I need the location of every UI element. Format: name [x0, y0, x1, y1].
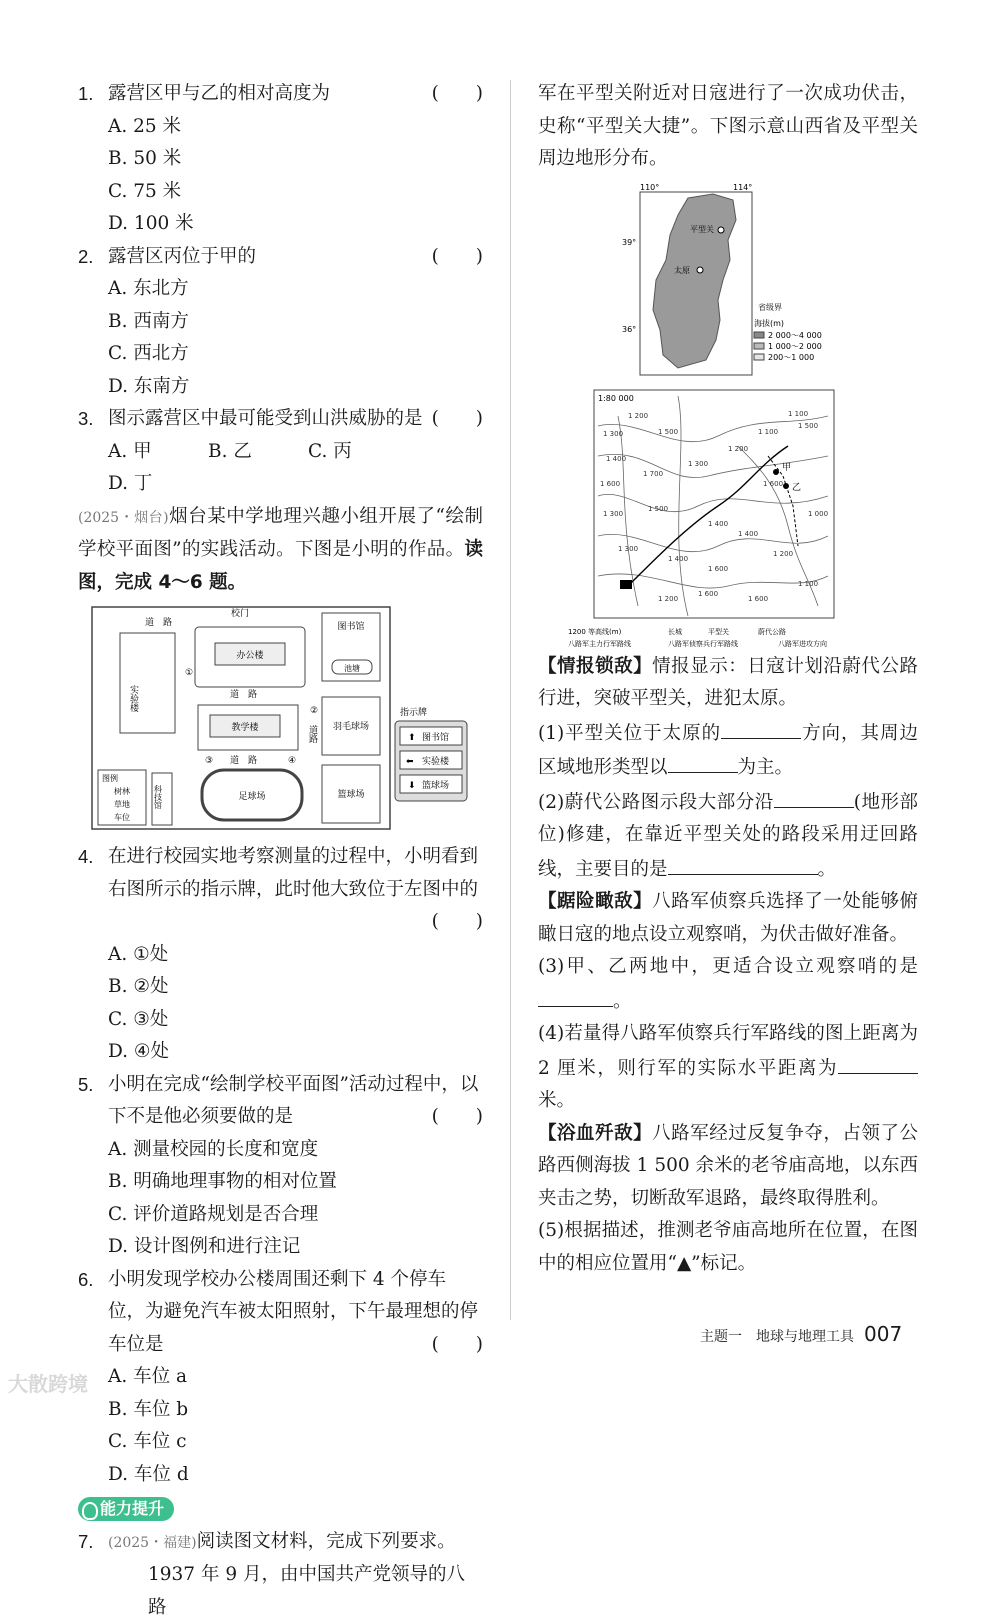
- contour-label: 1 300: [688, 459, 709, 468]
- legend-tree: 树林: [114, 787, 130, 796]
- q6-option-a[interactable]: A. 车位 a: [108, 1366, 188, 1387]
- legend-elev-3: [754, 354, 764, 360]
- q1-text: 露营区甲与乙的相对高度为: [108, 83, 331, 104]
- legend-scout-route: 八路军侦察兵行军路线: [668, 639, 738, 648]
- section-3: [538, 1118, 918, 1216]
- arrow-down-icon: ⬇: [408, 781, 416, 791]
- question-7-2: [538, 785, 918, 887]
- office-label: 办公楼: [236, 651, 264, 661]
- footer-topic: 主题一 地球与地理工具: [700, 1329, 854, 1345]
- q5-option-d[interactable]: D. 设计图例和进行注记: [108, 1236, 301, 1257]
- contour-label: 1 200: [773, 549, 794, 558]
- legend-border: 省级界: [758, 302, 782, 312]
- q7-2-text-c: 。: [817, 858, 837, 880]
- q5-option-b[interactable]: B. 明确地理事物的相对位置: [108, 1171, 337, 1192]
- road-label-bottom: 道 路: [230, 756, 258, 766]
- contour-label: 1 200: [658, 594, 679, 603]
- intro-text: 烟台某中学地理兴趣小组开展了“绘制学校平面图”的实践活动。下图是小明的作品。: [78, 505, 483, 560]
- lat-36: 36°: [622, 324, 637, 334]
- road-label-top: 道 路: [145, 618, 173, 628]
- section-1-title: 【情报锁敌】: [538, 655, 653, 677]
- q7-1-text-b: 方向，其周边区域地形类型以: [538, 722, 918, 778]
- q6-option-c[interactable]: C. 车位 c: [108, 1431, 187, 1452]
- q7-2-blank-1[interactable]: [774, 785, 854, 808]
- q3-answer-paren[interactable]: ( ): [431, 408, 483, 429]
- page-footer: [700, 1322, 902, 1346]
- legend-attack: 八路军进攻方向: [778, 639, 827, 648]
- q7-4-text-a: (4)若量得八路军侦察兵行军路线的图上距离为 2 厘米，则行军的实际水平距离为: [538, 1023, 918, 1079]
- q1-option-c[interactable]: C. 75 米: [108, 180, 182, 202]
- question-7-5: (5)根据描述，推测老爷庙高地所在位置，在图中的相应位置用“▲”标记。: [538, 1220, 918, 1274]
- section-1: [538, 651, 918, 716]
- q3-option-b[interactable]: B. 乙: [208, 440, 252, 462]
- contour-label: 1 100: [758, 427, 779, 436]
- legend-wall: 长城: [668, 627, 682, 636]
- marker-3: ③: [205, 756, 214, 766]
- section-3-text: 八路军经过反复争夺，占领了公路西侧海拔 1 500 余米的老爷庙高地，以东西夹击之势，切断敌军退路，最终取得胜利。: [538, 1122, 918, 1209]
- intro-4-6: [78, 501, 483, 600]
- football-label: 足球场: [238, 792, 266, 802]
- intro-source: (2025・烟台): [78, 509, 169, 526]
- contour-label: 1 100: [788, 409, 809, 418]
- contour-label: 1 400: [708, 519, 729, 528]
- contour-map: [558, 386, 878, 651]
- q4-option-d[interactable]: D. ④处: [108, 1041, 170, 1062]
- q6-option-d[interactable]: D. 车位 d: [108, 1463, 189, 1485]
- q7-number: 7.: [78, 1530, 94, 1552]
- q3-option-d[interactable]: D. 丁: [108, 473, 153, 494]
- contour-label: 1 200: [628, 411, 649, 420]
- intro-instruction: 读图，完成 4～6 题。: [78, 539, 483, 593]
- q5-option-a[interactable]: A. 测量校园的长度和宽度: [108, 1138, 319, 1160]
- left-column: [78, 78, 483, 1624]
- legend-contour: 1200 等高线(m): [568, 627, 622, 636]
- q7-4-text-b: 米。: [538, 1090, 576, 1111]
- section-2-text: 八路军侦察兵选择了一处能够俯瞰日寇的地点设立观察哨，为伏击做好准备。: [538, 891, 918, 945]
- library-label: 图书馆: [337, 622, 365, 632]
- q2-option-a[interactable]: A. 东北方: [108, 278, 189, 299]
- question-7: [78, 1526, 483, 1560]
- q7-1-blank-2[interactable]: [668, 750, 738, 773]
- q1-options: [78, 111, 483, 241]
- contour-label: 1 300: [603, 509, 624, 518]
- section-2: [538, 886, 918, 951]
- q2-text: 露营区丙位于甲的: [108, 245, 257, 267]
- q6-answer-paren[interactable]: ( ): [431, 1333, 483, 1355]
- q3-option-c[interactable]: C. 丙: [308, 440, 352, 462]
- q4-options: [78, 939, 483, 1069]
- legend-elev-3-label: 200～1 000: [768, 352, 815, 362]
- badminton-label: 羽毛球场: [332, 722, 370, 732]
- legend-grass: 草地: [114, 800, 130, 809]
- mark-yi-label: 乙: [792, 482, 802, 493]
- legend-elev-2-label: 1 000～2 000: [768, 341, 822, 351]
- q3-options: [78, 436, 483, 501]
- lon-114: 114°: [733, 182, 753, 192]
- taiyuan-label: 太原: [674, 265, 690, 275]
- legend-main-route: 八路军主力行军路线: [568, 639, 631, 648]
- contour-label: 1 300: [618, 544, 639, 553]
- q6-number: 6.: [78, 1268, 94, 1290]
- legend-elev-1-label: 2 000～4 000: [768, 330, 822, 340]
- q1-option-d[interactable]: D. 100 米: [108, 213, 194, 234]
- question-7-4: [538, 1018, 918, 1118]
- watermark: 大散跨境: [8, 1372, 88, 1396]
- q7-paragraph-cont: 军在平型关附近对日寇进行了一次成功伏击，史称“平型关大捷”。下图示意山西省及平型关周边地形分布。: [538, 83, 918, 169]
- q7-2-text-a: (2)蔚代公路图示段大部分沿: [538, 791, 774, 813]
- q3-text: 图示露营区中最可能受到山洪威胁的是: [108, 408, 423, 429]
- q4-number: 4.: [78, 846, 94, 867]
- q2-option-c[interactable]: C. 西北方: [108, 343, 189, 364]
- section-3-title: 【浴血歼敌】: [538, 1122, 653, 1144]
- q7-2-blank-2[interactable]: [668, 852, 818, 875]
- contour-label: 1 400: [606, 454, 627, 463]
- pingxingguan-icon: [620, 580, 632, 589]
- marker-4: ④: [288, 756, 297, 766]
- legend-elev-2: [754, 343, 764, 349]
- q7-3-text-b: 。: [613, 990, 632, 1012]
- contour-label: 1 500: [648, 504, 669, 513]
- gate-label: 校门: [230, 609, 250, 619]
- q1-option-b[interactable]: B. 50 米: [108, 148, 182, 169]
- arrow-up-icon: ⬆: [408, 733, 416, 743]
- q7-1-text-c: 为主。: [737, 757, 794, 778]
- school-plan-map: [90, 605, 490, 835]
- q7-3-blank[interactable]: [538, 984, 613, 1007]
- teaching-label: 教学楼: [231, 723, 259, 733]
- mark-yi-dot: [783, 483, 789, 489]
- ability-badge: 能力提升: [78, 1497, 174, 1521]
- lon-110: 110°: [640, 182, 660, 192]
- q5-number: 5.: [78, 1073, 94, 1095]
- q7-1-blank-1[interactable]: [721, 716, 801, 739]
- legend-elev-1: [754, 332, 764, 338]
- q3-number: 3.: [78, 408, 94, 429]
- q5-text: 小明在完成“绘制学校平面图”活动过程中，以下不是他必须要做的是: [108, 1073, 479, 1127]
- legend-title: 图例: [102, 774, 118, 783]
- q7-4-blank[interactable]: [838, 1051, 918, 1074]
- shanxi-map: [618, 180, 858, 380]
- right-column: [538, 78, 918, 1280]
- q2-options: [78, 273, 483, 403]
- sign-lab: 实验楼: [422, 757, 450, 767]
- sign-basketball: 篮球场: [422, 781, 450, 791]
- q4-text: 在进行校园实地考察测量的过程中，小明看到右图所示的指示牌，此时他大致位于左图中的: [108, 846, 479, 900]
- q7-paragraph-start: 1937 年 9 月，由中国共产党领导的八路: [148, 1564, 465, 1618]
- marker-2: ②: [310, 706, 319, 716]
- pingxingguan-dot: [718, 227, 724, 233]
- q1-answer-paren[interactable]: ( ): [431, 83, 483, 104]
- legend-elevation: 海拔(m): [754, 318, 785, 328]
- contour-label: 1 600: [748, 594, 769, 603]
- section-1-text: 情报显示：日寇计划沿蔚代公路行进，突破平型关，进犯太原。: [538, 655, 918, 709]
- lab-label: 实验楼: [128, 685, 138, 712]
- q7-text: 阅读图文材料，完成下列要求。: [196, 1530, 456, 1552]
- q7-source: (2025・福建): [108, 1534, 197, 1551]
- basketball-label: 篮球场: [337, 790, 365, 800]
- contour-label: 1 600: [708, 564, 729, 573]
- contour-label: 1 100: [798, 579, 819, 588]
- question-1: [78, 78, 483, 111]
- mark-jia-label: 甲: [782, 462, 792, 473]
- science-label: 科技馆: [153, 785, 163, 809]
- q2-answer-paren[interactable]: ( ): [431, 245, 483, 267]
- question-5: [78, 1069, 483, 1134]
- q4-option-b[interactable]: B. ②处: [108, 976, 169, 997]
- contour-label: 1 700: [643, 469, 664, 478]
- question-7-1: [538, 716, 918, 785]
- mark-jia-dot: [773, 469, 779, 475]
- q4-option-c[interactable]: C. ③处: [108, 1008, 169, 1030]
- contour-label: 1 300: [603, 429, 624, 438]
- signpost-title: 指示牌: [400, 708, 428, 718]
- contour-label: 1 000: [808, 509, 829, 518]
- lab-building: [120, 633, 175, 733]
- question-7-3: [538, 951, 918, 1018]
- q7-3-text-a: (3)甲、乙两地中，更适合设立观察哨的是: [538, 956, 918, 977]
- q1-number: 1.: [78, 83, 94, 104]
- section-2-title: 【踞险瞰敌】: [538, 891, 653, 912]
- q2-number: 2.: [78, 245, 94, 267]
- contour-label: 1 500: [798, 421, 819, 430]
- column-divider: [510, 80, 511, 1320]
- contour-label: 1 600: [698, 589, 719, 598]
- q2-option-d[interactable]: D. 东南方: [108, 375, 190, 397]
- lat-39: 39°: [622, 237, 637, 247]
- contour-label: 1 600: [763, 479, 784, 488]
- q3-option-a[interactable]: A. 甲: [108, 440, 152, 462]
- question-6: [78, 1264, 483, 1362]
- contour-label: 1 400: [668, 554, 689, 563]
- question-4: [78, 841, 483, 939]
- marker-1: ①: [185, 668, 194, 678]
- contour-label: 1 200: [728, 444, 749, 453]
- road-label-vertical: 道路: [307, 725, 317, 743]
- contour-label: 1 400: [738, 529, 759, 538]
- q1-option-a[interactable]: A. 25 米: [108, 115, 182, 137]
- q7-1-text-a: (1)平型关位于太原的: [538, 722, 722, 744]
- contour-label: 1 600: [600, 479, 621, 488]
- legend-pass: 平型关: [708, 627, 729, 636]
- q7-2-text-b: (地形部位)修建，在靠近平型关处的路段采用迂回路线，主要目的是: [538, 791, 918, 880]
- contour-label: 1 500: [658, 427, 679, 436]
- q6-options: [78, 1361, 483, 1491]
- q2-option-b[interactable]: B. 西南方: [108, 310, 189, 332]
- pingxingguan-label: 平型关: [690, 224, 714, 234]
- question-3: [78, 403, 483, 436]
- q6-option-b[interactable]: B. 车位 b: [108, 1398, 189, 1420]
- q5-answer-paren[interactable]: ( ): [431, 1106, 483, 1127]
- scale-label: 1:80 000: [598, 393, 634, 403]
- taiyuan-dot: [697, 267, 703, 273]
- page-number: 007: [864, 1322, 903, 1346]
- q4-answer-paren[interactable]: ( ): [431, 911, 483, 932]
- q4-option-a[interactable]: A. ①处: [108, 943, 169, 965]
- q5-option-c[interactable]: C. 评价道路规划是否合理: [108, 1203, 319, 1225]
- sign-library: 图书馆: [422, 733, 450, 743]
- arrow-left-icon: ⬅: [406, 757, 414, 767]
- legend-road: 蔚代公路: [758, 627, 786, 636]
- legend-parking: 车位: [114, 813, 130, 822]
- question-2: [78, 241, 483, 274]
- q6-text: 小明发现学校办公楼周围还剩下 4 个停车位，为避免汽车被太阳照射，下午最理想的停车位是: [108, 1268, 479, 1355]
- road-label-mid: 道 路: [230, 690, 258, 700]
- pond-label: 池塘: [344, 664, 360, 673]
